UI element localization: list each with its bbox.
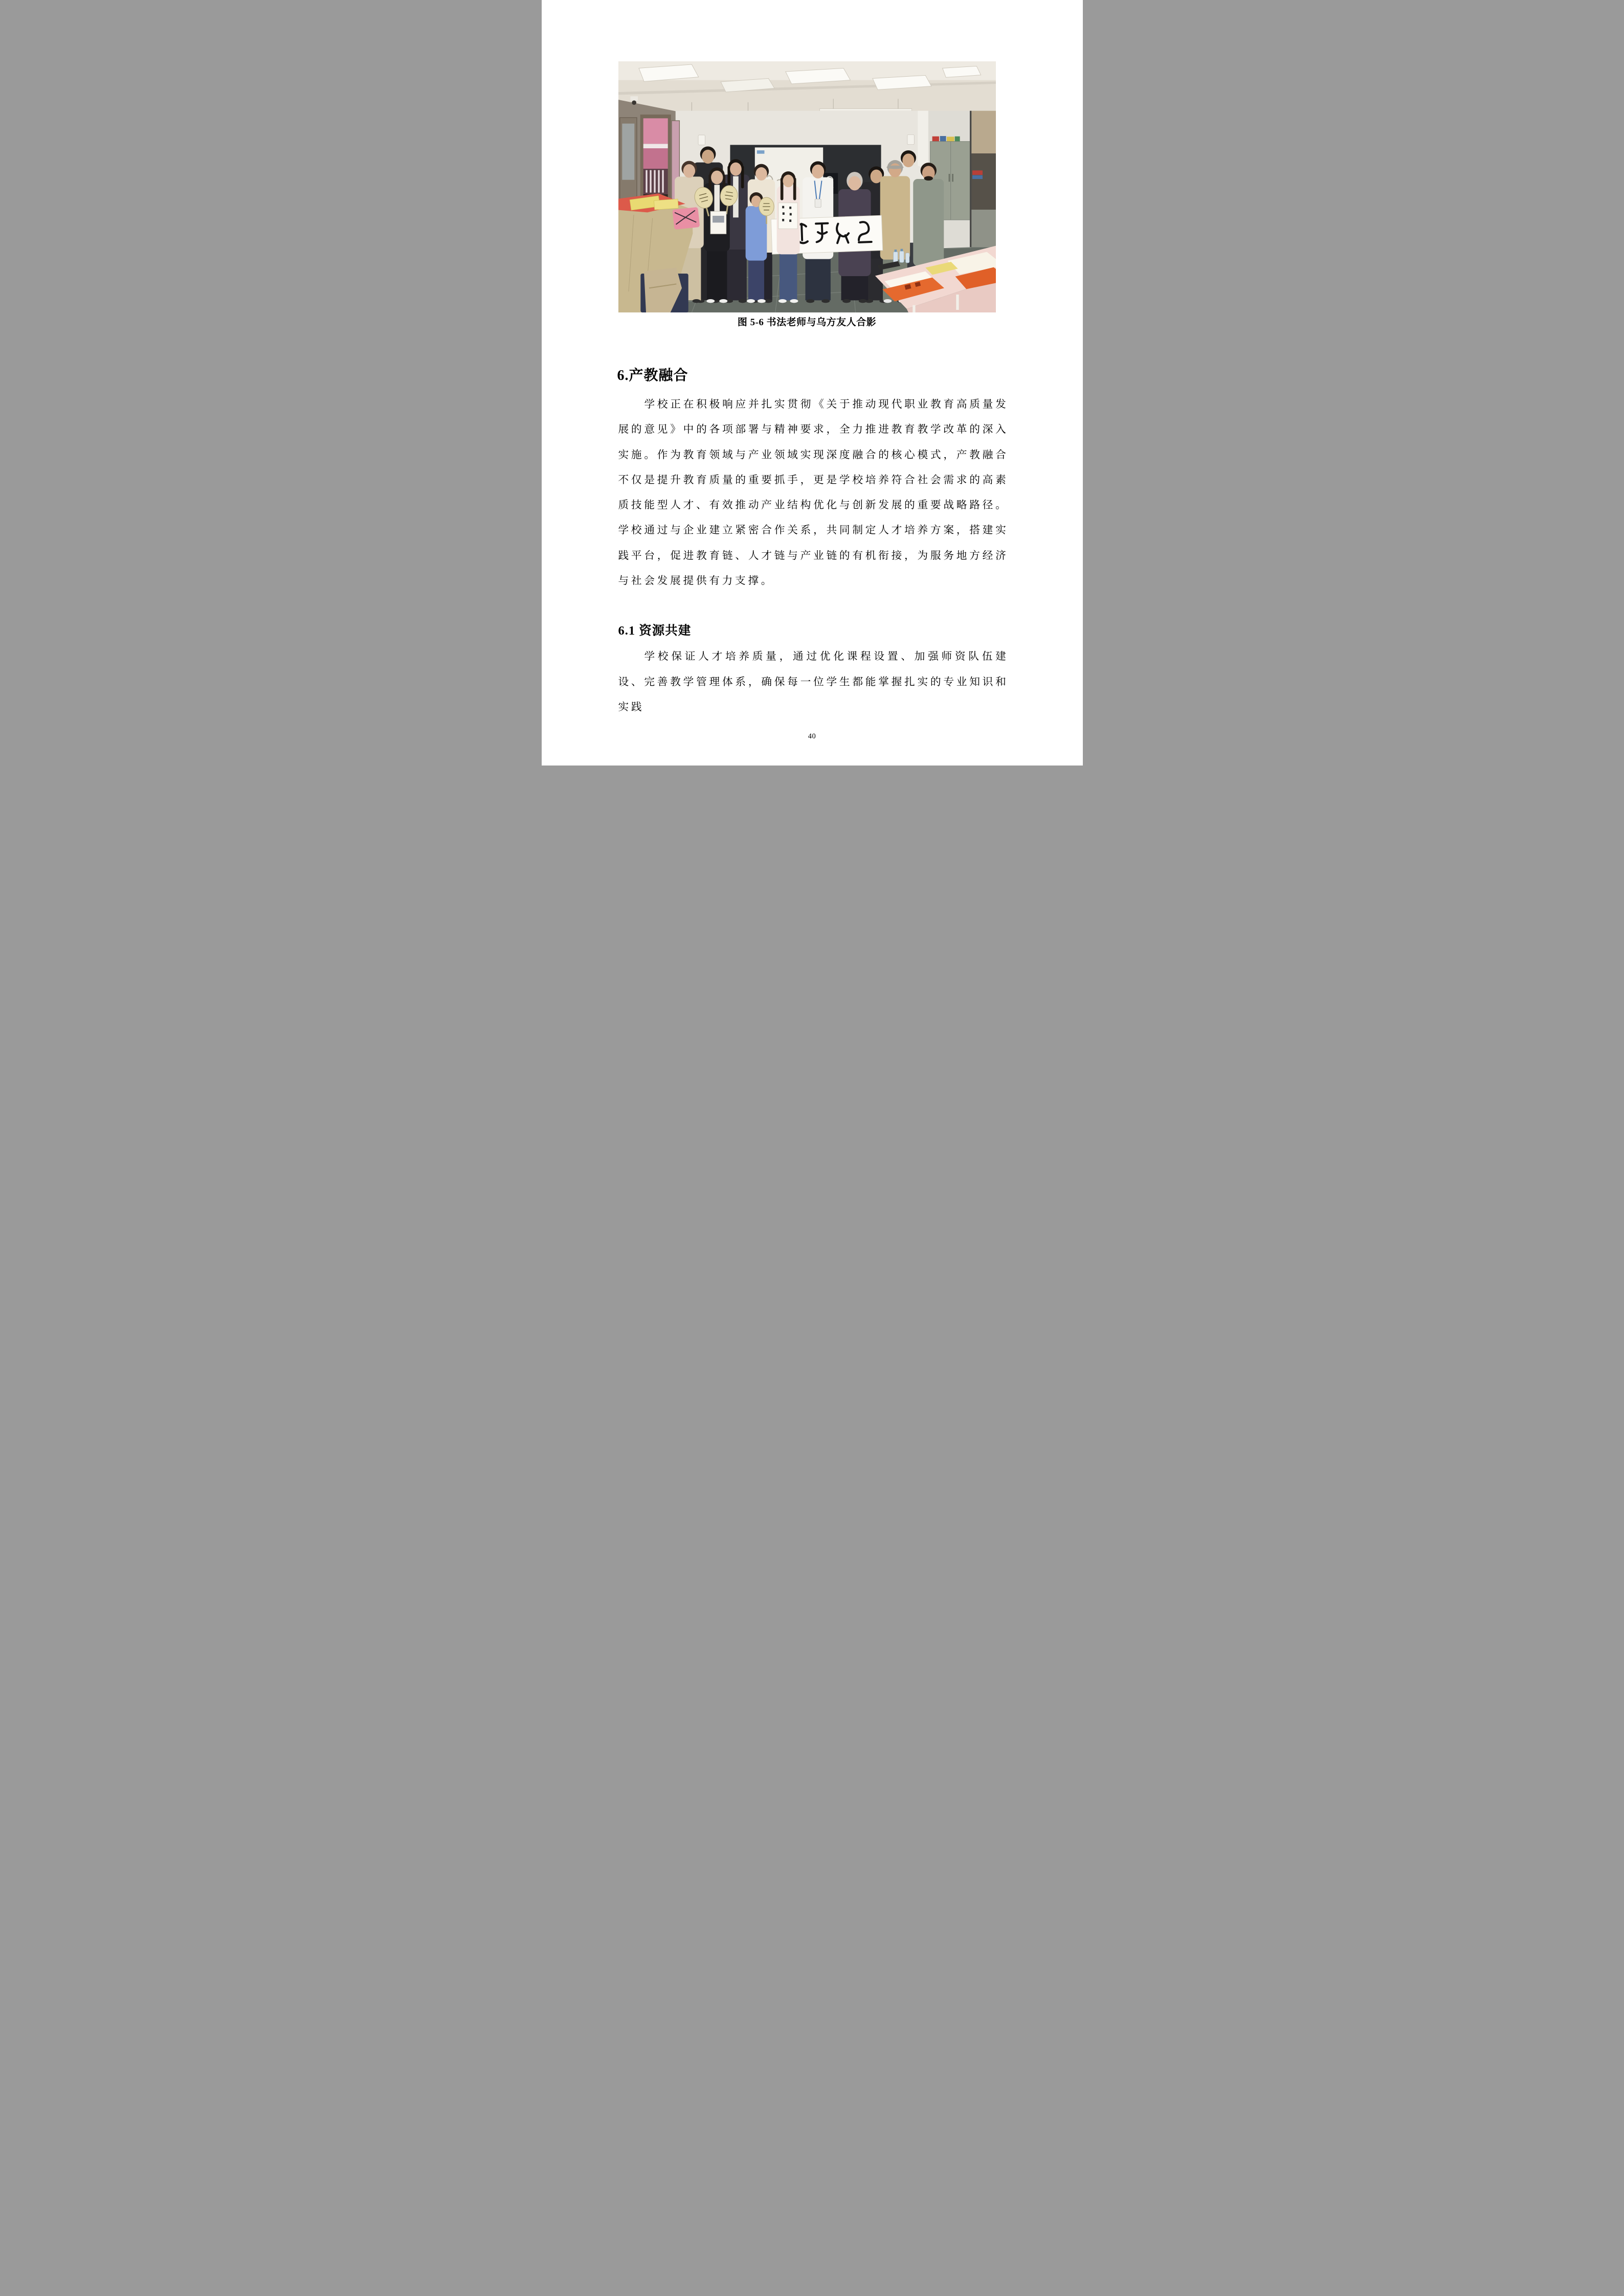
document-page [542, 0, 1083, 766]
subsection-heading: 6.1 资源共建 [618, 624, 692, 638]
subsection-paragraph: 学校保证人才培养质量，通过优化课程设置、加强师资队伍建设、完善教学管理体系，确保每一位学生都能掌握扎实的专业知识和实践 [618, 651, 1009, 713]
speaker-left [698, 135, 705, 145]
figure [618, 61, 996, 328]
coat-chair [640, 267, 688, 312]
camera-mount [630, 96, 638, 101]
security-camera [632, 100, 636, 105]
calligraphy-sheet [778, 203, 797, 229]
page-number: 40 [808, 732, 816, 741]
figure-photo [618, 61, 996, 312]
figure-caption: 图 5-6 书法老师与乌方友人合影 [737, 317, 877, 328]
person-girl-pink [776, 171, 799, 303]
yellow-paper [654, 199, 678, 210]
speaker-right [907, 134, 914, 144]
pink-bag [672, 207, 700, 230]
section-heading: 6.产教融合 [617, 368, 688, 384]
white-packet [710, 211, 726, 234]
section-paragraph: 学校正在积极响应并扎实贯彻《关于推动现代职业教育高质量发展的意见》中的各项部署与精神要求，全力推进教育教学改革的深入实施。作为教育领域与产业领域实现深度融合的核心模式，产教融合不仅是提升教育质量的重要抓手，更是学校培养符合社会需求的高素质技能型人才、有效推动产业结构优化与创新发展的重要战略路径。学校通过与企业建立紧密合作关系，共同制定人才培养方案，搭建实践平台，促进教育链、人才链与产业链的有机衔接，为服务地方经济与社会发展提供有力支撑。 [618, 399, 1009, 587]
right-shelf [969, 111, 995, 247]
